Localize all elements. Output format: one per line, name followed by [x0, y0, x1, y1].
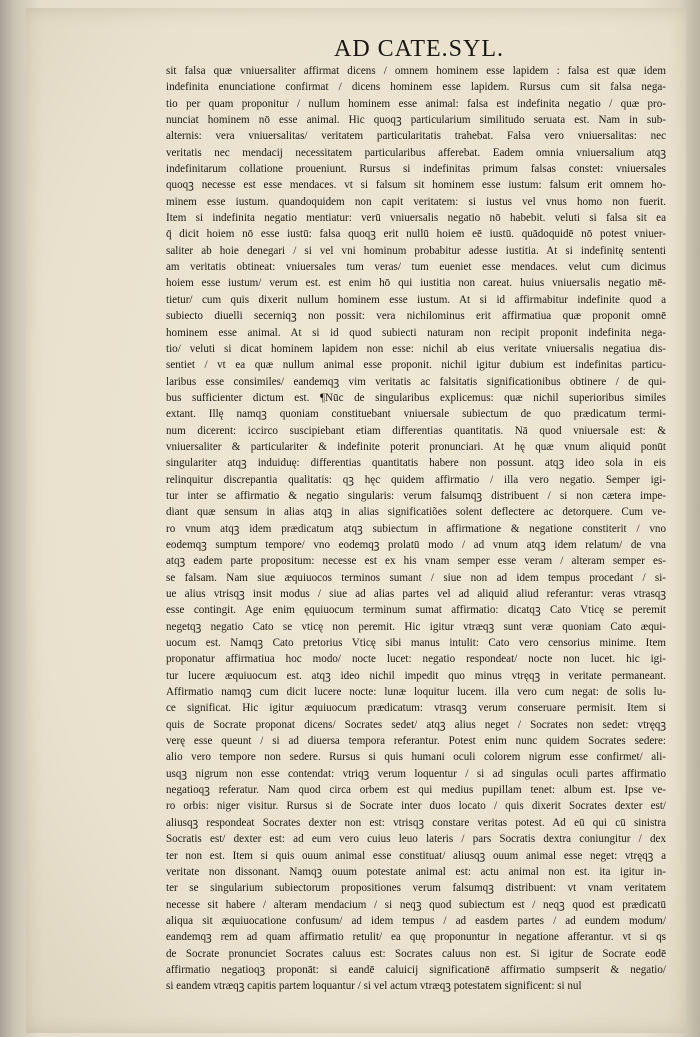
text-line: veritatis nec mendacij necessitatem particularibus afferebat. Eadem omnia vniuersalium atqꝫ	[166, 146, 666, 159]
text-line: diant quæ sensum in alias atqꝫ in alias significatiões solent deflectere ac detorquere. Cum ve-	[166, 506, 666, 519]
text-line: proponatur affirmatiua hoc modo/ nocte lucet: negatio respondeat/ nocte non lucet. hic igi-	[166, 653, 666, 666]
text-line: esse contingit. Age enim ęquiuocum terminum sumat affirmatio: dicatqꝫ Cato Vticę se peremit	[166, 604, 666, 617]
text-line: subiecto diuelli secerniqꝫ non possit: vera nichilominus erit affirmatiua quæ proponit omnē	[166, 310, 666, 323]
text-line: extant. Illę namqꝫ quoniam constituebant vniuersale subiectum de quo prædicatum termi-	[166, 408, 666, 421]
text-line: atqꝫ eadem parte propositum: necesse est ex his vnam semper esse veram / alteram semper es-	[166, 555, 666, 568]
text-line: indefinitarum collatione proueniunt. Rursus si indefinitas primum falsas constet: vniuersales	[166, 163, 666, 176]
text-line: aliusqꝫ respondeat Socrates dexter non est: vtrisqꝫ constare veritas potest. Ad eū qui cū sinistra	[166, 816, 666, 829]
text-line: si eandem vtræqꝫ capitis partem loquantur / si vel actum vtræqꝫ potestatem significent: si nul	[166, 980, 582, 993]
text-line: de Socrate pronunciet Socrates caluus est: Socrates caluus non est. Si igitur de Socrate eodē	[166, 947, 666, 960]
text-line: num dicerent: iccirco suscipiebant etiam differentias quantitatis. Nā quod vniuersale est: &	[166, 424, 666, 437]
text-line: affirmatio negatioqꝫ proponāt: si eandē caluicij significationē affirmatio sumpserit & negatio/	[166, 963, 666, 976]
text-line: necesse sit habere / alteram mendacium / si neqꝫ quod subiectum est / neqꝫ quod est prædicatū	[166, 898, 666, 911]
text-line: tio/ veluti si dicat hominem lapidem non esse: nichil ab eius veritate vniuersalis negatiua dis-	[166, 342, 666, 355]
text-line: tio per quam proponitur / nullum hominem esse animal: falsa est indefinita negatio / quæ pro-	[166, 97, 666, 110]
text-line: se falsam. Nam siue æquiuocos terminos sumant / siue non ad idem tempus procedant / si-	[166, 571, 666, 584]
text-line: q̄ dicit hoiem nō esse iustū: falsa quoqꝫ erit nullū hoiem eē iustū. quādoquidē nō potest vniuer-	[166, 228, 666, 241]
text-line: quoqꝫ necesse est esse mendaces. vt si falsum sit hominem esse iustum: falsum erit omnem ho-	[166, 179, 666, 192]
text-line: Socratis est/ dexter est: ad eum vero cuius leuo lateris / pars Socratis dextra coniungitur / dex	[166, 833, 666, 846]
text-line: tietur/ cum quis dixerit nullum hominem esse iustum. At si id affirmabitur indefinite quod a	[166, 293, 666, 306]
text-line: vniuersaliter & particulariter & indefinite poterit pronunciari. At hę quæ vnum aliquid ponūt	[166, 440, 666, 453]
text-line: negatioqꝫ referatur. Nam quod circa orbem est qui medius pupillam tenet: album est. Ipse ve-	[166, 784, 666, 797]
text-line: eodemqꝫ sumptum tempore/ vno eodemqꝫ prolatū modo / ad vnum atqꝫ idem relatum/ de vna	[166, 538, 666, 551]
text-line: tur lucere æquiuocum est. atqꝫ ideo nichil impedit quo minus vtręqꝫ in veritate permaneant.	[166, 669, 666, 682]
text-line: sit falsa quæ vniuersaliter affirmat dicens / omnem hominem esse lapidem : falsa est quæ idem	[166, 65, 666, 77]
text-line: hominem esse animal. At si id quod subiecti naturam non recipit proponit indefinita nega-	[166, 326, 666, 339]
text-line: minem esse iustum. quandoquidem non capit veritatem: si iustus vel vnus homo non fuerit.	[166, 195, 666, 208]
text-line: bus sufficienter dictum est. ¶Nūc de singularibus explicemus: quæ nichil superioribus similes	[166, 391, 666, 404]
text-line: eandemqꝫ rem ad quam affirmatio retulit/ ea quę proponuntur in negatione afferantur. vt si qs	[166, 931, 666, 944]
text-line: ter se singularium subiectorum propositiones verum falsumqꝫ distribuent: vt vnam veritatem	[166, 882, 666, 895]
text-line: usqꝫ nigrum non esse contendat: vtriqꝫ verum loquentur / si ad singulas oculi partes affirmatio	[166, 767, 666, 780]
text-line: hoiem esse iustum/ verum est. est enim hō qui iustitia non careat. huius vniuersalis negatio mē-	[166, 277, 666, 290]
text-line: aliqua sit æquiuocatione confusum/ ad idem tempus / ad easdem partes / ad eundem modum/	[166, 914, 666, 927]
text-line: nunciat hominem nō esse animal. Hic quoqꝫ particularium similitudo seruata est. Nam in sub-	[166, 114, 666, 127]
running-head: AD CATE.SYL.	[334, 36, 505, 62]
text-line: alternis: vera vniuersalitas/ veritatem particularitatis trahebat. Falsa vero vniuersalitas: nec	[166, 130, 666, 143]
text-line: relinquitur discrepantia qualitatis: qꝫ hęc quidem affirmatio / illa vero negatio. Semper igi-	[166, 473, 666, 486]
text-line: sentiet / vt ea quæ nullum animal esse proponit. nichil igitur dubium est indefinitas particu-	[166, 359, 666, 372]
text-line: verę esse queunt / si ad diuersa tempora referantur. Potest enim nunc quidem Socrates sedere:	[166, 735, 666, 748]
text-line: Affirmatio namqꝫ cum dicit lucere nocte: lunæ loquitur lucem. illa vero cum negat: de solis lu-	[166, 686, 666, 699]
text-line: ter non est. Item si quis ouum animal esse constituat/ aliusqꝫ ouum animal esse neget: vtręqꝫ a	[166, 849, 666, 862]
text-line: uocum est. Namqꝫ Cato pretorius Vticę sibi manus intulit: Cato vero censorius minime. Item	[166, 637, 666, 650]
text-line: tur inter se affirmatio & negatio singularis: verum falsumqꝫ distribuent / si non cætera impe-	[166, 489, 666, 502]
text-line: quis de Socrate proponat dicens/ Socrates sedet/ atqꝫ alius neget / Socrates non sedet: vtręqꝫ	[166, 718, 666, 731]
text-line: ue alius vtrisqꝫ insit modus / siue ad alias partes vel ad aliquid aliud referantur: veras vtrasqꝫ	[166, 588, 666, 600]
text-line: laribus esse consimiles/ eandemqꝫ vim veritatis ac falsitatis significationibus obtinere / de qui-	[166, 375, 666, 388]
text-line: alio vero tempore non sedere. Rursus si quis humani oculi colorem nigrum esse confirmet/ ali-	[166, 751, 666, 764]
text-line: indefinita enunciatione confirmat / dicens hominem esse lapidem. Rursus cum sit falsa nega-	[166, 81, 666, 94]
text-line: ro vnum atqꝫ idem prædicatum atqꝫ subiectum in affirmatione & negatione constiterit / vno	[166, 522, 666, 535]
text-line: singulariter atqꝫ induiduę: differentias quantitatis habere non possunt. atqꝫ ideo sola in eis	[166, 457, 666, 470]
text-line: ro orbis: niger visitur. Rursus si de Socrate inter duos locato / quis dixerit Socrates dexter est/	[166, 800, 666, 813]
text-line: veritate non dissonant. Namqꝫ ouum potestate animal est: actu animal non est. ita igitur in-	[166, 865, 666, 878]
text-block	[166, 63, 666, 995]
text-line: saliter ab hoie denegari / si vel vni hominum probabitur adesse iustitia. At si indefinitę sententi	[166, 244, 666, 257]
text-line: Item si indefinita negatio mentiatur: verū vniuersalis negatio nō habebit. veluti si falsa sit ea	[166, 212, 666, 225]
text-line: ce significat. Hic igitur æquiuocum prædicatum: vtrasqꝫ verum conseruare permisit. Item si	[166, 702, 666, 715]
text-line: negetqꝫ negatio Cato se vticę non peremit. Hic igitur vtræqꝫ sunt veræ quoniam Cato æqui-	[166, 620, 666, 633]
text-line: am veritatis obtineat: vniuersales tum veras/ tum eueniet esse mendaces. velut cum dicimus	[166, 261, 666, 274]
